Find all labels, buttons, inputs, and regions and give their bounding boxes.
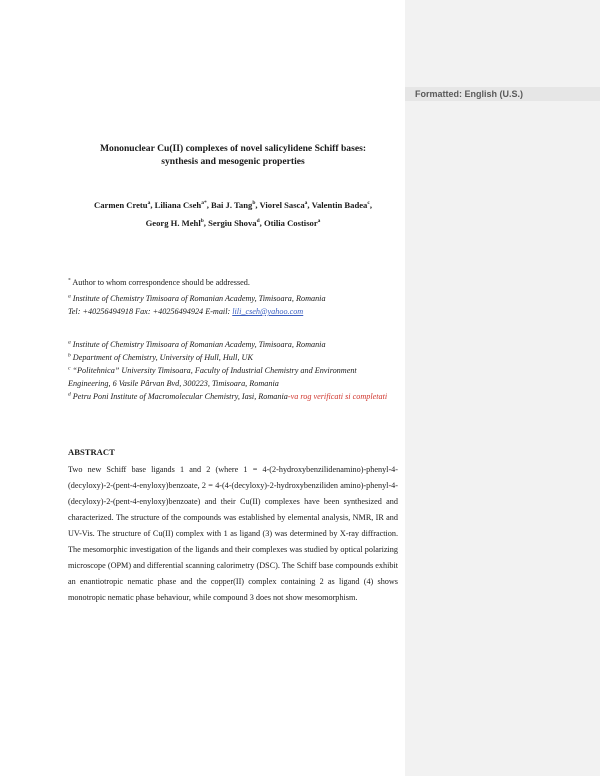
title-line-2: synthesis and mesogenic properties [161,156,305,167]
author-affiliation-mark: a* [201,200,207,207]
author-separator: , [203,218,209,228]
corr-aff-sup: a [68,293,71,300]
affiliation-item [68,351,398,364]
author-separator: , [307,200,312,210]
author-name: Carmen Cretu [94,200,148,210]
abstract-body: Two new Schiff base ligands 1 and 2 (where 1 = 4-(2-hydroxybenzilidenamino)-phenyl-4-(decyloxy)-2-(pent-4-enyloxy)benzoate, 2 = 4-(4-(decyloxy)-2-hydroxybenziliden amino)-phenyl-4-(decyloxy)-2-(pent-4-enyloxy)benzoate) and their Cu(II) complexes have been synthesized and characterized. The structure of the compounds was established by elemental analysis, NMR, IR and UV-Vis. The structure of Cu(II) complex with 1 as ligand (3) was determined by X-ray diffraction. The mesomorphic investigation of the ligands and their complexes was studied by optical polarizing microscope (OPM) and differential scanning calorimetry (DSC). The Schiff base compounds exhibit an enantiotropic nematic phase and the copper(II) complex containing 2 as ligand (4) shows monotropic nematic phase behaviour, while compound 3 does not show mesomorphism. [68,465,398,602]
author-affiliation-mark: d [256,218,260,225]
affiliation-text: Department of Chemistry, University of Hull, Hull, UK [70,353,253,362]
author-separator: , [369,200,372,210]
affiliation-mark: a [68,339,71,346]
author-affiliation-mark: b [252,200,256,207]
affiliation-item [68,338,398,351]
author-list [68,196,398,232]
author-affiliation-mark: a [304,200,308,207]
affiliation-text: Institute of Chemistry Timisoara of Romanian Academy, Timisoara, Romania [70,340,326,349]
affiliation-item [68,390,398,403]
author-name: Valentin Badea [311,200,368,210]
author-affiliation-mark: c [367,200,370,207]
corr-text: Author to whom correspondence should be addressed. [72,278,250,287]
affiliation-edit-note: -va rog verificati si completati [287,392,388,401]
corr-affiliation [68,292,398,318]
title-line-1: Mononuclear Cu(II) complexes of novel salicylidene Schiff bases: [99,143,367,154]
author-separator: , [206,200,211,210]
author-name: Sergiu Shova [208,218,257,228]
affiliation-item [68,364,398,390]
author-separator: , [259,218,264,228]
author-separator: , [255,200,260,210]
author-name: Viorel Sasca [259,200,305,210]
corr-aff-text: Institute of Chemistry Timisoara of Romanian Academy, Timisoara, Romania [72,294,326,303]
author-affiliation-mark: a [147,200,151,207]
paper-title [68,142,398,168]
affiliation-mark: d [68,391,71,398]
authors-line-2 [68,214,398,232]
author-name: Otilia Costisor [263,218,318,228]
corr-contact: Tel: +40256494918 Fax: +40256494924 E-mail: [68,307,233,316]
affiliation-mark: c [68,365,71,372]
comment-pane [405,0,600,776]
author-name: Liliana Cseh [154,200,202,210]
abstract-heading: ABSTRACT [68,447,115,457]
email-link[interactable]: lili_cseh@yahoo.com [232,307,304,316]
corr-mark: * [68,277,71,284]
author-name: Georg H. Mehl [145,218,201,228]
affiliation-mark: b [68,352,71,359]
affiliation-list [68,338,398,403]
authors-line-1 [68,196,398,214]
author-affiliation-mark: b [200,218,204,225]
affiliation-text: Petru Poni Institute of Macromolecular Chemistry, Iasi, Romania [70,392,288,401]
author-name: Bai J. Tang [210,200,253,210]
comment-label: Formatted: English (U.S.) [415,89,523,99]
author-affiliation-mark: a [317,218,321,225]
affiliation-text: “Politehnica” University Timisoara, Faculty of Industrial Chemistry and Environment Engineering, 6 Vasile Pârvan Bvd, 300223, Timisoara, Romania [68,366,357,388]
correspondence-note [68,276,398,289]
author-separator: , [150,200,155,210]
